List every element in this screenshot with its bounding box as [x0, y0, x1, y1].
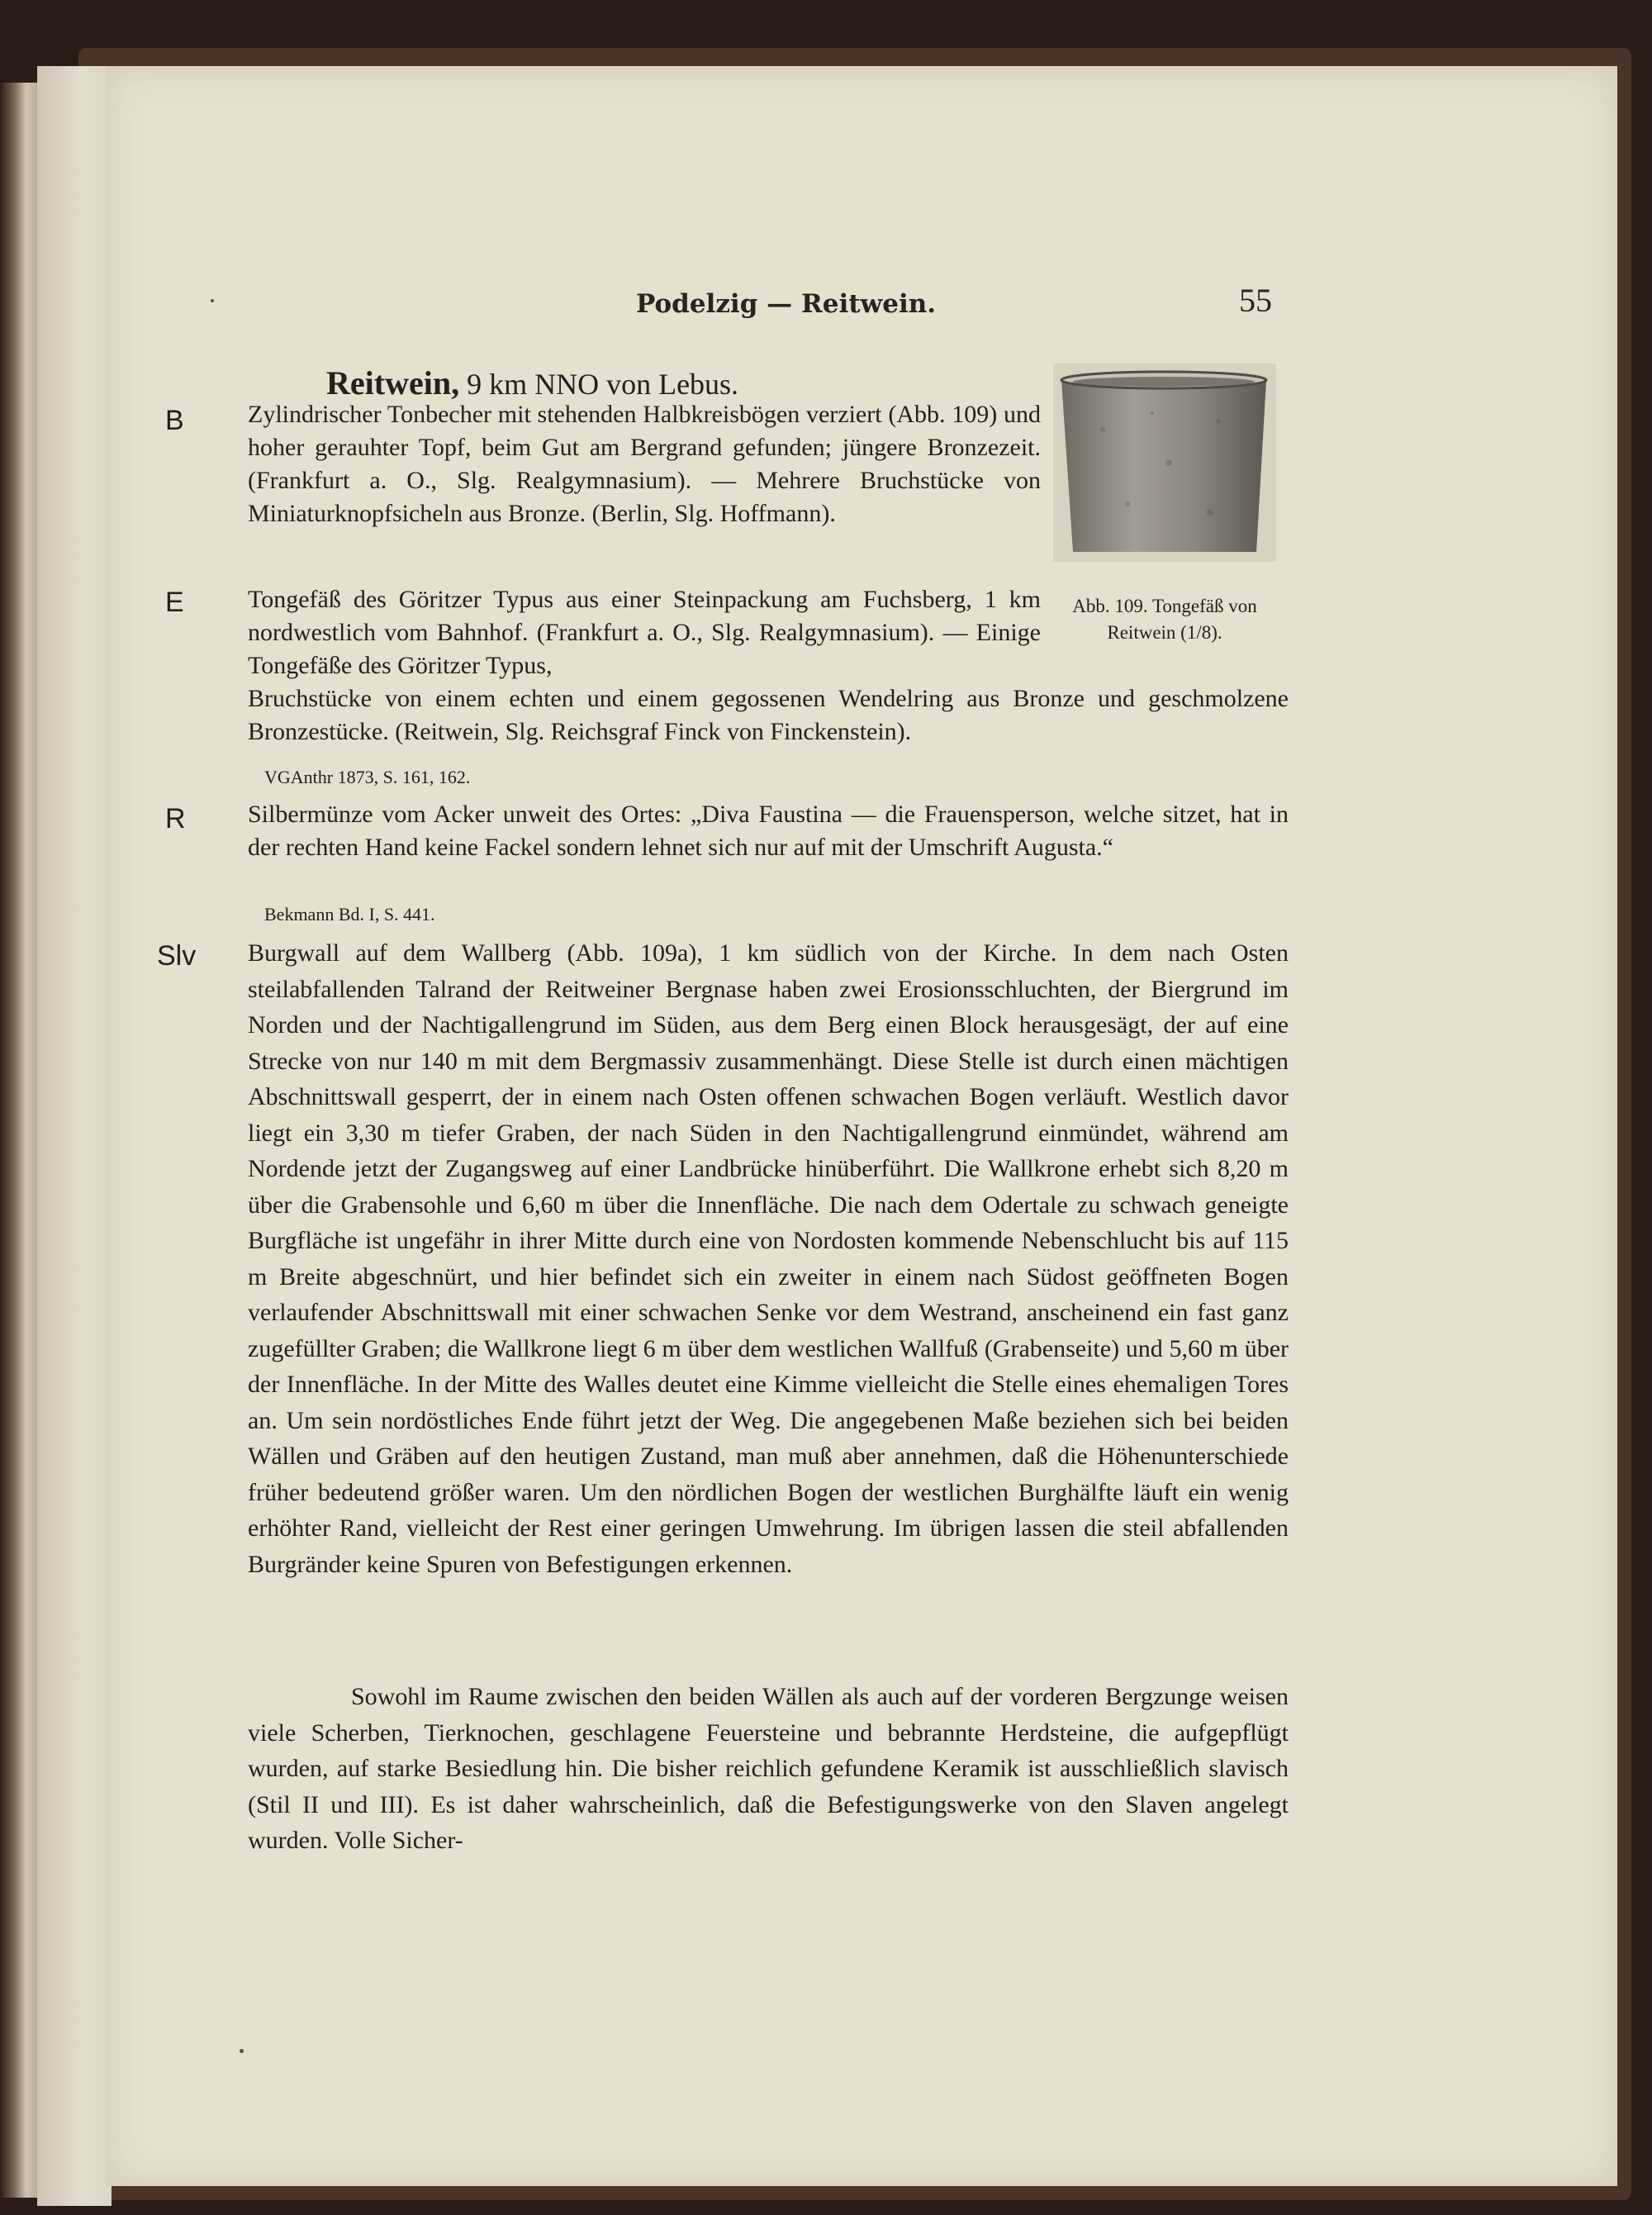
facing-page-edge [0, 83, 37, 2198]
entry-b-text: Zylindrischer Tonbecher mit stehenden Halbkreisbögen verziert (Abb. 109) und hoher gerauhter Topf, beim Gut am Bergrand gefunden; jüngere Bronzezeit. (Frankfurt a. O., Slg. Realgymnasium). — Mehrere Bruchstücke von Miniaturknopfsicheln aus Bronze. (Berlin, Slg. Hoffmann). [248, 401, 1041, 527]
book-gutter [37, 66, 112, 2206]
entry-slv-text-2: Sowohl im Raume zwischen den beiden Wällen als auch auf der vorderen Bergzunge weisen viele Scherben, Tierknochen, geschlagene Feuersteine und bebrannte Herdsteine, die aufgepflügt wurden, auf starke Besiedlung hin. Die bisher reichlich gefundene Keramik ist ausschließlich slavisch (Stil II und III). Es ist daher wahrscheinlich, daß die Befestigungswerke von den Slaven angelegt wurden. Volle Sicher- [248, 1683, 1289, 1854]
vessel-photo [1053, 364, 1276, 562]
period-marker-r: R [165, 803, 186, 834]
figure-caption [1037, 593, 1293, 646]
paper-speck [240, 2049, 244, 2053]
site-name: Reitwein, [326, 364, 460, 402]
period-marker-slv: Slv [157, 940, 197, 972]
entry-r-text: Silbermünze vom Acker unweit des Ortes: „Diva Faustina — die Frauensperson, welche sitzet, hat in der rechten Hand keine Fackel sondern lehnet sich nur auf mit der Umschrift Augusta.“ [248, 801, 1289, 861]
caption-line-2: Reitwein (1/8). [1107, 622, 1222, 643]
entry-slv-text: Burgwall auf dem Wallberg (Abb. 109a), 1 km südlich von der Kirche. In dem nach Osten steilabfallenden Talrand der Reitweiner Bergnase haben zwei Erosionsschluchten, der Biergrund im Norden und der Nachtigallengrund im Süden, aus dem Berg einen Block herausgesägt, der auf eine Strecke von nur 140 m mit dem Bergmassiv zusammenhängt. Diese Stelle ist durch einen mächtigen Abschnittswall gesperrt, der in einem nach Osten offenen schwachen Bogen verläuft. Westlich davor liegt ein 3,30 m tiefer Graben, der nach Süden in den Nachtigallengrund einmündet, während am Nordende jetzt der Zugangsweg auf einer Landbrücke hinüberführt. Die Wallkrone erhebt sich 8,20 m über die Grabensohle und 6,60 m über die Innenfläche. Die nach dem Odertale zu schwach geneigte Burgfläche ist ungefähr in ihrer Mitte durch eine von Nordosten kommende Nebenschlucht bis auf 115 m Breite abgeschnürt, und hier befindet sich ein zweiter in einem nach Südost geöffneten Bogen verlaufender Abschnittswall mit einer schwachen Senke vor dem Westrand, anscheinend ein fast ganz zugefüllter Graben; die Wallkrone liegt 6 m über dem westlichen Wallfuß (Grabenseite) und 5,60 m über der Innenfläche. In der Mitte des Walles deutet eine Kimme vielleicht die Stelle eines ehemaligen Tores an. Um sein nordöstliches Ende führt jetzt der Weg. Die angegebenen Maße beziehen sich bei beiden Wällen und Gräben auf den heutigen Zustand, man muß aber annehmen, daß die Höhenunterschiede früher bedeutend größer waren. Um den nördlichen Bogen der westlichen Burghälfte läuft ein wenig erhöhter Rand, vielleicht der Rest einer geringen Umwehrung. Im übrigen lassen die steil abfallenden Burgränder keine Spuren von Befestigungen erkennen. [248, 939, 1289, 1578]
entry-e-text-b: Bruchstücke von einem echten und einem gegossenen Wendelring aus Bronze und geschmolzene Bronzestücke. (Reitwein, Slg. Reichsgraf Finck von Finckenstein). [248, 685, 1289, 745]
site-heading [326, 364, 738, 402]
site-location: 9 km NNO von Lebus. [467, 368, 739, 401]
running-title: Podelzig — Reitwein. [636, 289, 937, 319]
entry-r-reference: Bekmann Bd. I, S. 441. [264, 904, 435, 925]
page-number: 55 [1239, 282, 1272, 319]
entry-e-reference: VGAnthr 1873, S. 161, 162. [264, 767, 471, 787]
period-marker-b: B [165, 405, 184, 436]
period-marker-e: E [165, 587, 184, 618]
paper-speck [211, 299, 214, 302]
entry-e-text-a: Tongefäß des Göritzer Typus aus einer Steinpackung am Fuchsberg, 1 km nordwestlich vom Bahnhof. (Frankfurt a. O., Slg. Realgymnasium). — Einige Tongefäße des Göritzer Typus, [248, 586, 1041, 679]
caption-line-1: Abb. 109. Tongefäß von [1072, 596, 1257, 616]
